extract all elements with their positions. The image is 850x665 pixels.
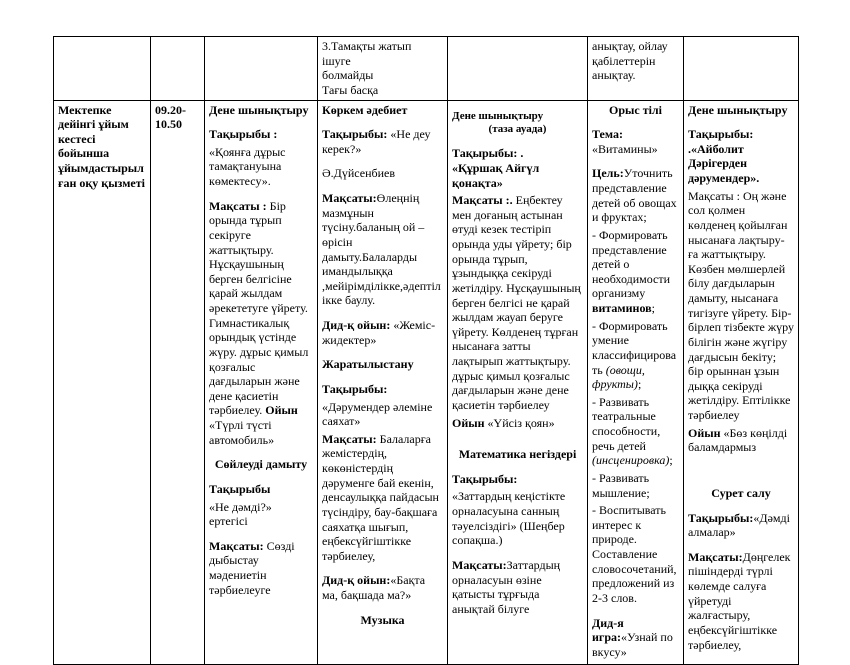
wednesday-goal2: Заттардың орналасуын өзіне қатысты тұрғыда анықтай білуге <box>452 557 561 616</box>
monday-topic: «Қоянға дұрыс тамақтануына көмектесу». <box>209 144 286 188</box>
time-label: 09.20-10.50 <box>155 102 186 132</box>
monday-goal-label: Мақсаты : <box>209 198 267 213</box>
wednesday-topic-label: Тақырыбы: . <box>452 146 524 161</box>
tuesday-game: «Жеміс-жидектер» <box>322 318 436 347</box>
thursday-goal-2: - Формировать представление детей о необходимости организму <box>592 227 671 301</box>
thursday-goal-3: - Формировать умение классифицировать <box>592 318 677 377</box>
tuesday-topic-label: Тақырыбы: <box>322 127 388 142</box>
tuesday-title-2: Жаратылыстану <box>322 357 414 372</box>
tuesday-topic2-label: Тақырыбы: <box>322 381 388 396</box>
tuesday-game2: «Бақта ма, бақшада ма?» <box>322 573 426 602</box>
monday-cell <box>205 100 318 665</box>
cell-empty-1 <box>54 37 151 101</box>
thursday-topic: «Витамины» <box>592 141 658 156</box>
tuesday-title-3: Музыка <box>360 612 405 627</box>
tuesday-game-label: Дид-қ ойын: <box>322 318 391 332</box>
friday-title-2: Сурет салу <box>711 485 771 500</box>
wednesday-game-label: Ойын <box>452 415 485 430</box>
top-line: 3.Тамақты жатып ішуге <box>322 39 412 68</box>
wednesday-topic2: «Заттардың кеңістікте орналасуына санның тәуелсіздігі» (Шеңбер сопақша.) <box>452 489 566 548</box>
wednesday-topic: «Құршақ Айгүл қонақта» <box>452 160 540 190</box>
thursday-goal-4-end: ; <box>669 453 673 468</box>
cell-empty-3 <box>205 37 318 101</box>
monday-game: «Түрлі түсті автомобиль» <box>209 418 275 447</box>
thursday-title: Орыс тілі <box>609 102 662 117</box>
thursday-goal-5: - Развивать мышление; <box>592 470 650 500</box>
wednesday-cell <box>448 100 588 665</box>
monday-title: Дене шынықтыру <box>209 102 309 117</box>
tuesday-goal: Өлеңнің мазмұнын түсіну.баланың ой – өрісін дамыту.Балаларды имандылыққа ,мейірімділікке,әдептілікке баулу. <box>322 191 441 308</box>
thursday-goal-2-bold: витаминов <box>592 301 652 315</box>
friday-goal2: Дөңгелек пішіндерді түрлі көлемде салуға үйретуді жалғастыру, еңбексүйгіштікке тәрбиелеу, <box>688 549 791 652</box>
friday-game: «Бөз көңілді баламдармыз <box>688 425 788 455</box>
thursday-topic-label: Тема: <box>592 127 623 142</box>
thursday-game: «Узнай по вкусу» <box>592 630 673 659</box>
wednesday-goal2-label: Мақсаты: <box>452 557 507 572</box>
monday-topic-label: Тақырыбы : <box>209 127 278 142</box>
monday-title-2: Сөйлеуді дамыту <box>214 457 308 472</box>
friday-goal2-label: Мақсаты: <box>688 549 743 564</box>
tuesday-cell <box>318 100 448 665</box>
friday-cell <box>684 100 799 665</box>
wednesday-goal: Еңбектеу мен доғаның астынан өтуді кезек тестіріп орында уды үйрету; бір орында тұрып, ұзындыққа секіруді жетілдіру. Нұсқаушының берген белгісі не қарай жылдам жауап беруге үйрету. Көлденең тұрған нысанаға затты лақтырып жаттықтыру. дұрыс қимыл қозғалыс дағдыларын және дене қасиетін тәрбиелеу <box>452 193 581 412</box>
thursday-game-label: Дид-я игра: <box>592 615 624 645</box>
thursday-cell <box>588 100 684 665</box>
thursday-goal-3-italic: (овощи, фрукты) <box>592 362 645 392</box>
monday-game-label: Ойын <box>265 403 298 418</box>
wednesday-title: Дене шынықтыру <box>452 109 544 122</box>
monday-goal2-label: Мақсаты: <box>209 538 264 553</box>
friday-title: Дене шынықтыру <box>688 102 788 117</box>
cell-top-thursday <box>588 37 684 101</box>
row-label: Мектепке дейінгі ұйым кестесі бойынша ұйымдастырылған оқу қызметі <box>58 102 145 190</box>
monday-goal: Бір орында тұрып секіруге жаттықтыру. Нұсқаушының берген белгісіне қарай жылдам әрекететуге үйрету. Гимнастикалық орындық үстінде жүру. дұрыс қимыл қозғалыс дағдыларын және дене қасиетін тәрбиелеу. <box>209 198 309 418</box>
thursday-goal-label: Цель: <box>592 166 624 181</box>
monday-goal2: Сөзді дыбыстау мәдениетін тәрбиелеуге <box>209 538 295 597</box>
tuesday-author: Ә.Дүйсенбиев <box>322 166 396 181</box>
wednesday-topic2-label: Тақырыбы: <box>452 471 518 486</box>
thursday-goal-1: Уточнить представление детей об овощах и фруктах; <box>592 166 677 225</box>
time-cell <box>151 100 205 665</box>
tuesday-goal2: Балаларға жемістердің, көкөністердің дәруменге бай екенін, денсаулыққа пайдасын түсіндіру, бау-бақшаға саяхатқа шығып, еңбексүйгіштікке тәрбиелеу, <box>322 431 439 563</box>
schedule-table <box>53 36 799 665</box>
friday-game-label: Ойын <box>688 425 721 440</box>
monday-topic2-label: Тақырыбы <box>209 481 271 496</box>
tuesday-goal-label: Мақсаты: <box>322 191 377 205</box>
thursday-goal-2-end: ; <box>651 301 655 315</box>
wednesday-title-2: Математика негіздері <box>458 447 577 462</box>
friday-topic2: «Дәмді алмалар» <box>688 510 790 540</box>
tuesday-game2-label: Дид-қ ойын: <box>322 573 391 588</box>
top-line: анықтау, ойлау <box>592 39 668 53</box>
top-line: Тағы басқа <box>322 82 379 97</box>
table-row-main <box>54 100 799 665</box>
cell-empty-2 <box>151 37 205 101</box>
thursday-goal-3-end: ; <box>637 377 642 392</box>
top-line: қабілеттерін <box>592 53 656 68</box>
cell-empty-4 <box>448 37 588 101</box>
tuesday-goal2-label: Мақсаты: <box>322 431 377 446</box>
wednesday-game: «Үйсіз қоян» <box>487 415 555 430</box>
top-line: болмайды <box>322 68 374 83</box>
top-line: анықтау. <box>592 68 636 83</box>
cell-top-tuesday <box>318 37 448 101</box>
monday-topic2: «Не дәмді?» ертегісі <box>209 499 272 529</box>
row-label-cell <box>54 100 151 665</box>
friday-topic: «Айболит Дәрігерден дәрумендер». <box>688 141 760 185</box>
friday-goal: Мақсаты : Оң және сол қолмен көлденең қойылған нысанаға лақтыру-ға жаттықтыру. Көзбен мөлшерлей білу дағдыларын дамыту, нысанаға тигізуге үйрету. Бір-бірлеп тізбекте жүру білігін және жүгіру дағдысын бекіту; бір орыннан ұзын дыққа секіруді жетілдіру. Ептілікке тәрбиелеу <box>688 188 794 422</box>
tuesday-topic: «Не деу керек?» <box>322 127 431 156</box>
tuesday-title: Көркем әдебиет <box>322 102 408 117</box>
table-row-top <box>54 37 799 101</box>
thursday-goal-4: - Развивать театральные способности, речь детей <box>592 394 661 453</box>
thursday-goal-4-italic: (инсценировка) <box>592 453 670 468</box>
tuesday-topic2: «Дәрумендер әлеміне саяхат» <box>322 399 433 429</box>
cell-empty-5 <box>684 37 799 101</box>
friday-topic-label: Тақырыбы: . <box>688 127 754 156</box>
wednesday-subtitle: (таза ауада) <box>488 122 547 135</box>
wednesday-goal-label: Мақсаты :. <box>452 193 513 208</box>
thursday-goal-6: - Воспитывать интерес к природе. Составление словосочетаний, предложений из 2-3 слов. <box>592 503 677 605</box>
friday-topic2-label: Тақырыбы: <box>688 510 754 525</box>
